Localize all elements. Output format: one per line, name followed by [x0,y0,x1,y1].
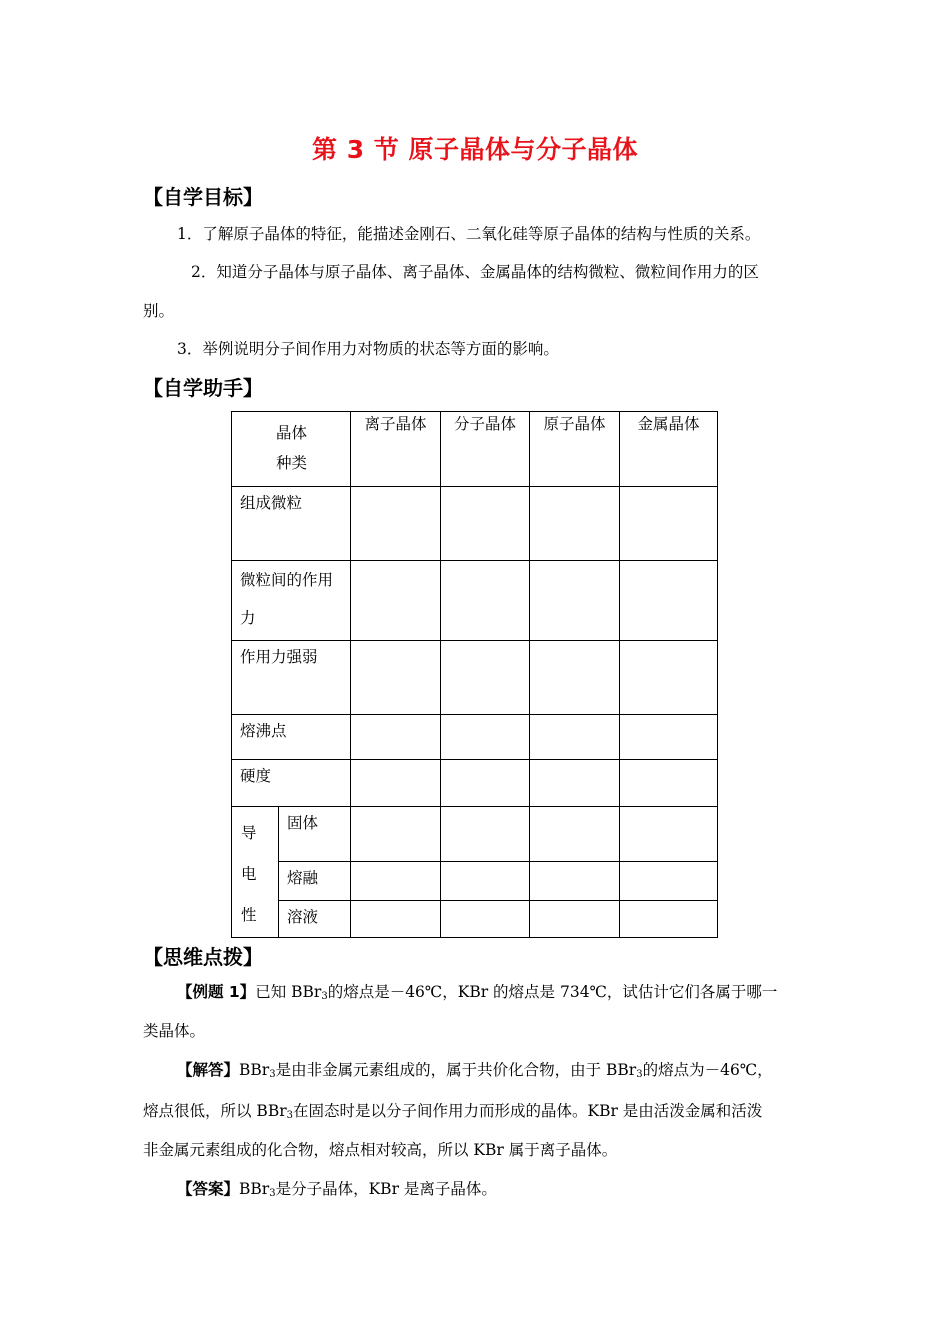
solution-text: 在固态时是以分子间作用力而形成的晶体。KBr 是由活泼金属和活泼 [293,1102,763,1120]
solution-text: 的熔点为－46℃， [642,1061,773,1079]
answer-label: 【答案】 [177,1180,240,1198]
solution-line-1 [177,1060,773,1080]
subscript: 3 [269,1188,276,1199]
table-cell[interactable] [530,561,620,641]
table-cell[interactable] [620,487,718,561]
solution-line-2 [143,1101,762,1121]
example-text: 已知 BBr [255,983,322,1001]
column-header: 离子晶体 [351,412,441,487]
section-heading-helper: 【自学助手】 [143,376,263,400]
subscript: 3 [636,1069,643,1080]
table-cell[interactable] [620,760,718,807]
solution-text: BBr [239,1061,270,1079]
table-cell[interactable] [351,760,441,807]
table-cell[interactable] [441,715,530,760]
table-cell[interactable] [351,487,441,561]
table-cell[interactable] [530,807,620,862]
row-header-cell [232,561,351,641]
table-cell[interactable] [530,641,620,715]
column-header: 分子晶体 [441,412,530,487]
table-cell[interactable] [530,760,620,807]
row-label: 作用力强弱 [240,648,318,666]
goal-3: 3．举例说明分子间作用力对物质的状态等方面的影响。 [177,340,559,358]
table-cell[interactable] [351,862,441,901]
row-label: 熔沸点 [240,722,287,740]
conductivity-char: 导 [241,824,257,842]
subscript: 3 [269,1069,276,1080]
table-cell[interactable] [441,862,530,901]
section-heading-thinking: 【思维点拨】 [143,945,263,969]
example-text: 的熔点是－46℃，KBr 的熔点是 734℃，试估计它们各属于哪一 [327,983,778,1001]
table-cell[interactable] [441,760,530,807]
row-header-cell [232,760,351,807]
column-header: 原子晶体 [530,412,620,487]
table-cell[interactable] [441,561,530,641]
table-cell[interactable] [441,487,530,561]
sub-row-header-cell [279,901,351,938]
sub-row-header-cell [279,862,351,901]
page-title: 第 3 节 原子晶体与分子晶体 [311,135,638,164]
goal-2-cont: 别。 [143,302,175,320]
table-cell[interactable] [530,901,620,938]
row-header-cell [232,715,351,760]
conductivity-label-cell [232,807,279,938]
table-cell[interactable] [351,715,441,760]
goal-2: 2．知道分子晶体与原子晶体、离子晶体、金属晶体的结构微粒、微粒间作用力的区 [191,263,759,281]
row-label: 微粒间的作用 [240,571,334,589]
solution-label: 【解答】 [177,1061,240,1079]
sub-row-label: 固体 [287,814,319,832]
table-cell[interactable] [441,807,530,862]
row-header-cell [232,487,351,561]
crystal-comparison-table [231,411,718,938]
answer-text: BBr [239,1180,270,1198]
example-question-line-2: 类晶体。 [143,1022,206,1040]
row-label-cont: 力 [240,609,256,627]
table-cell[interactable] [441,641,530,715]
subscript: 3 [321,991,328,1002]
table-cell[interactable] [530,715,620,760]
corner-label-top: 晶体 [276,424,308,442]
solution-line-3: 非金属元素组成的化合物，熔点相对较高，所以 KBr 属于离子晶体。 [143,1141,618,1159]
table-cell[interactable] [620,862,718,901]
table-cell[interactable] [530,487,620,561]
row-header-cell [232,641,351,715]
answer-text: 是分子晶体，KBr 是离子晶体。 [275,1180,497,1198]
table-cell[interactable] [530,862,620,901]
example-question-line-1 [177,982,777,1002]
subscript: 3 [286,1110,293,1121]
table-cell[interactable] [620,715,718,760]
table-cell[interactable] [620,901,718,938]
conductivity-char: 性 [241,906,257,924]
conductivity-char: 电 [241,865,257,883]
table-cell[interactable] [620,641,718,715]
row-label: 组成微粒 [240,494,303,512]
sub-row-header-cell [279,807,351,862]
table-cell[interactable] [441,901,530,938]
solution-text: 熔点很低，所以 BBr [143,1102,287,1120]
sub-row-label: 溶液 [287,908,319,926]
table-cell[interactable] [351,901,441,938]
section-heading-goals: 【自学目标】 [143,185,263,209]
table-cell[interactable] [351,807,441,862]
answer-line [177,1179,497,1199]
corner-label-bottom: 种类 [276,454,308,472]
table-cell[interactable] [620,807,718,862]
table-cell[interactable] [620,561,718,641]
sub-row-label: 熔融 [287,869,319,887]
solution-text: 是由非金属元素组成的，属于共价化合物，由于 BBr [275,1061,637,1079]
example-label: 【例题 1】 [177,983,256,1001]
row-label: 硬度 [240,767,272,785]
table-corner-cell [232,412,351,487]
goal-1: 1．了解原子晶体的特征，能描述金刚石、二氧化硅等原子晶体的结构与性质的关系。 [177,225,761,243]
table-cell[interactable] [351,561,441,641]
column-header: 金属晶体 [620,412,718,487]
table-cell[interactable] [351,641,441,715]
